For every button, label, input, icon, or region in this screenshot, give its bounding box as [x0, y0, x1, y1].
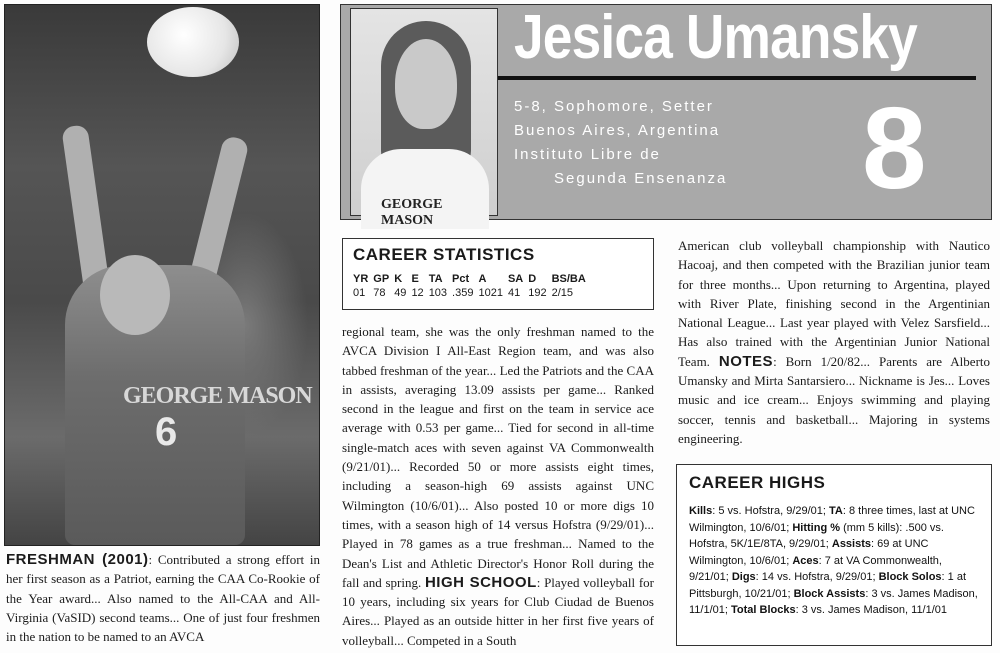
- stats-cell: 12: [411, 287, 424, 299]
- table-row: [353, 287, 591, 299]
- name-underline: [498, 76, 976, 80]
- stats-col-a: A: [478, 273, 487, 285]
- high-value-block-assists: : 3 vs. James Madison, 11/1/01;: [689, 587, 978, 616]
- right-column-body: American club volleyball championship with Nautico Hacoaj, and then competed with the Brazilian junior team for three months... Upon returning to Argentina, played with River Plate, finishing second in the Argentinian National League... Last year played with Velez Sarsfield... Has also trained with the Argentinian Junior National Team.: [678, 238, 990, 369]
- action-photo: [4, 4, 320, 546]
- stats-cell: 78: [373, 287, 386, 299]
- stats-cell: 01: [353, 287, 366, 299]
- high-label-kills: Kills: [689, 505, 713, 517]
- stats-cell: 1021: [478, 287, 503, 299]
- career-statistics-table: [353, 273, 591, 299]
- freshman-text: : Contributed a strong effort in her first season as a Patriot, earning the CAA Co-Rookie of the Year award... Also named to the All-CAA and All-Virginia (VaSID) second teams... One of just four freshmen in the nation to be named to an AVCA: [6, 552, 321, 645]
- high-value-kills: : 5 vs. Hofstra, 9/29/01;: [712, 505, 830, 517]
- career-highs-box: [676, 464, 992, 646]
- high-school-heading: HIGH SCHOOL: [424, 573, 537, 591]
- player-head: [100, 255, 170, 335]
- stats-cell: .359: [452, 287, 474, 299]
- stats-col-gp: GP: [373, 273, 390, 285]
- volleyball-image: [147, 7, 239, 77]
- action-jersey-text: GEORGE MASON: [123, 383, 312, 409]
- high-value-hitting: (mm 5 kills): .500 vs. Hofstra, 5K/1E/8TA, 9/29/01;: [689, 521, 944, 550]
- freshman-paragraph: [6, 550, 320, 646]
- stats-col-k: K: [394, 273, 403, 285]
- high-school-text: : Played volleyball for 10 years, including six years for Club Ciudad de Buenos Aires... Played as an outside hitter in her first five years of volleyball... Competed in a South: [342, 574, 654, 648]
- stats-col-sa: SA: [507, 273, 524, 285]
- high-value-total-blocks: : 3 vs. James Madison, 11/1/01: [795, 604, 948, 616]
- notes-text: : Born 1/20/82... Parents are Alberto Umansky and Mirta Santarsiero... Nickname is Jes... Loves music and ice cream... Enjoys swimming and playing soccer, tennis and basketball... Majoring in systems engineering.: [678, 353, 991, 446]
- stats-cell: 41: [507, 287, 521, 299]
- career-statistics-box: [342, 238, 654, 310]
- high-value-assists: : 69 at UNC Wilmington, 10/6/01;: [689, 538, 929, 567]
- high-value-digs: : 14 vs. Hofstra, 9/29/01;: [755, 571, 879, 583]
- stats-cell: 2/15: [551, 287, 574, 299]
- high-label-block-assists: Block Assists: [793, 587, 866, 600]
- high-value-aces: : 7 at VA Commonwealth, 9/21/01;: [689, 554, 942, 583]
- stats-col-ta: TA: [428, 273, 443, 285]
- jersey-number: 8: [862, 83, 927, 213]
- high-label-total-blocks: Total Blocks: [731, 604, 796, 616]
- stats-col-d: D: [528, 273, 537, 285]
- bio-line-hometown: Buenos Aires, Argentina: [514, 122, 721, 139]
- high-label-ta: TA: [829, 505, 843, 517]
- high-label-digs: Digs: [731, 571, 756, 583]
- career-highs-title: CAREER HIGHS: [689, 473, 826, 492]
- notes-heading: NOTES: [718, 352, 774, 370]
- stats-col-e: E: [411, 273, 419, 285]
- middle-column-text: [342, 322, 654, 650]
- stats-header-row: [353, 273, 591, 287]
- right-column-text: [678, 236, 990, 448]
- career-highs-text: [689, 503, 979, 619]
- action-jersey-number: 6: [155, 410, 178, 454]
- player-name: Jesica Umansky: [514, 3, 917, 72]
- bio-line-position: 5-8, Sophomore, Setter: [514, 98, 714, 115]
- career-statistics-title: CAREER STATISTICS: [353, 245, 535, 264]
- high-label-aces: Aces: [792, 554, 819, 567]
- player-portrait: [350, 8, 498, 228]
- stats-cell: 49: [394, 287, 407, 299]
- stats-col-bsba: BS/BA: [551, 273, 586, 285]
- portrait-face: [395, 39, 457, 129]
- high-label-hitting: Hitting %: [792, 521, 841, 534]
- high-value-ta: : 8 three times, last at UNC Wilmington, 10/6/01;: [689, 505, 975, 534]
- stats-col-pct: Pct: [452, 273, 470, 285]
- stats-cell: 192: [528, 287, 547, 299]
- high-label-assists: Assists: [831, 538, 872, 550]
- middle-column-body: regional team, she was the only freshman named to the AVCA Division I All-East Region team, and was also tabbed freshman of the year... Led the Patriots and the CAA in assists, averaging 13.09 assists per game... Ranked second in the league and first on the team in service ace average with 0.53 per game... Tied for second in all-time single-match aces with seven against VA Commonwealth (9/21/01)... Recorded 50 or more assists eight times, including a season-high 69 assists against UNC Wilmington (10/6/01)... Also posted 10 or more digs 10 times, with a season high of 14 versus Hofstra (9/29/01)... Played in 78 games as a true freshman... Named to the Dean's List and Athletic Director's Honor Roll during the fall and spring.: [342, 324, 654, 590]
- bio-line-school-2: Segunda Ensenanza: [554, 170, 728, 187]
- freshman-heading: FRESHMAN (2001): [6, 551, 149, 568]
- stats-cell: 103: [428, 287, 448, 299]
- high-label-block-solos: Block Solos: [878, 571, 942, 583]
- stats-col-yr: YR: [353, 273, 369, 285]
- portrait-shirt-text: GEORGE MASON: [381, 197, 443, 228]
- bio-line-school-1: Instituto Libre de: [514, 146, 661, 163]
- high-value-block-solos: : 1 at Pittsburgh, 10/21/01;: [689, 571, 967, 600]
